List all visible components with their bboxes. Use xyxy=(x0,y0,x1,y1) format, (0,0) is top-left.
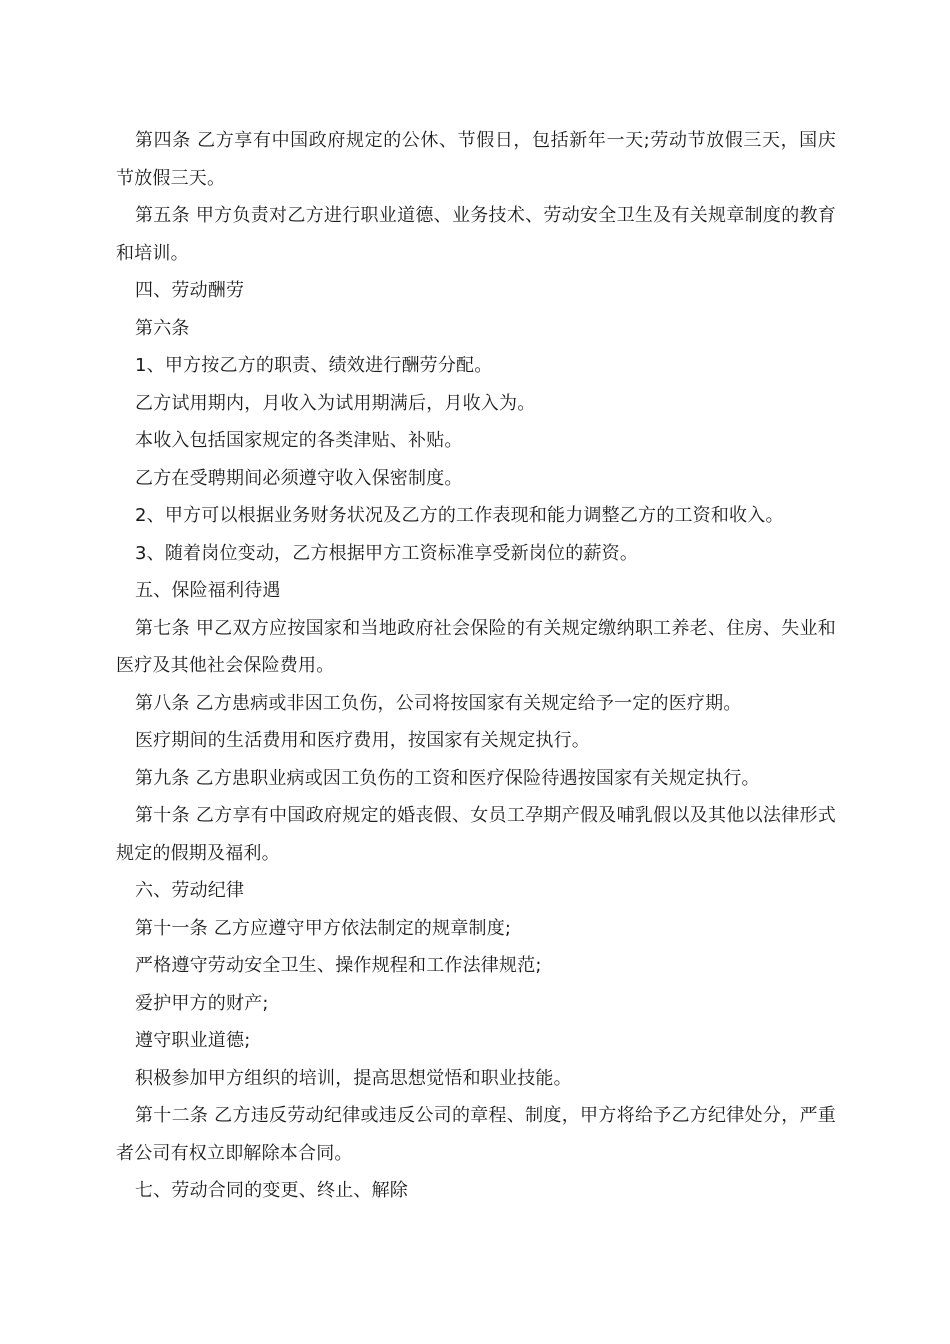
section-heading-discipline: 六、劳动纪律 xyxy=(135,880,245,901)
paragraph-article-6: 第六条 xyxy=(135,317,190,339)
paragraph-item: 乙方试用期内，月收入为试用期满后，月收入为。 xyxy=(135,392,536,414)
paragraph-article-4: 第四条 乙方享有中国政府规定的公休、节假日，包括新年一天;劳动节放假三天，国庆节放假三天。 xyxy=(116,130,836,189)
section-heading-insurance: 五、保险福利待遇 xyxy=(135,580,281,601)
paragraph-article-7: 第七条 甲乙双方应按国家和当地政府社会保险的有关规定缴纳职工养老、住房、失业和医疗及其他社会保险费用。 xyxy=(116,617,836,676)
paragraph-item: 严格遵守劳动安全卫生、操作规程和工作法律规范; xyxy=(135,955,542,976)
document-body xyxy=(116,122,836,1210)
paragraph-item: 遵守职业道德; xyxy=(135,1030,251,1051)
paragraph-item: 3、随着岗位变动，乙方根据甲方工资标准享受新岗位的薪资。 xyxy=(135,542,639,564)
paragraph-article-9: 第九条 乙方患职业病或因工负伤的工资和医疗保险待遇按国家有关规定执行。 xyxy=(135,767,760,789)
paragraph-article-5: 第五条 甲方负责对乙方进行职业道德、业务技术、劳动安全卫生及有关规章制度的教育和培训。 xyxy=(116,205,836,264)
section-heading-contract-change: 七、劳动合同的变更、终止、解除 xyxy=(135,1180,408,1201)
paragraph-item: 爱护甲方的财产; xyxy=(135,992,269,1014)
paragraph-article-8: 第八条 乙方患病或非因工负伤，公司将按国家有关规定给予一定的医疗期。 xyxy=(135,692,742,714)
paragraph-item: 1、甲方按乙方的职责、绩效进行酬劳分配。 xyxy=(135,355,493,376)
section-heading-remuneration: 四、劳动酬劳 xyxy=(135,280,245,301)
paragraph-article-11: 第十一条 乙方应遵守甲方依法制定的规章制度; xyxy=(135,917,512,939)
paragraph-article-10: 第十条 乙方享有中国政府规定的婚丧假、女员工孕期产假及哺乳假以及其他以法律形式规定的假期及福利。 xyxy=(116,805,836,864)
paragraph-article-12: 第十二条 乙方违反劳动纪律或违反公司的章程、制度，甲方将给予乙方纪律处分，严重者公司有权立即解除本合同。 xyxy=(116,1105,836,1164)
paragraph-item: 乙方在受聘期间必须遵守收入保密制度。 xyxy=(135,467,463,489)
paragraph-item: 医疗期间的生活费用和医疗费用，按国家有关规定执行。 xyxy=(135,730,590,751)
paragraph-item: 积极参加甲方组织的培训，提高思想觉悟和职业技能。 xyxy=(135,1067,572,1089)
paragraph-item: 2、甲方可以根据业务财务状况及乙方的工作表现和能力调整乙方的工资和收入。 xyxy=(135,505,784,526)
paragraph-item: 本收入包括国家规定的各类津贴、补贴。 xyxy=(135,430,463,451)
